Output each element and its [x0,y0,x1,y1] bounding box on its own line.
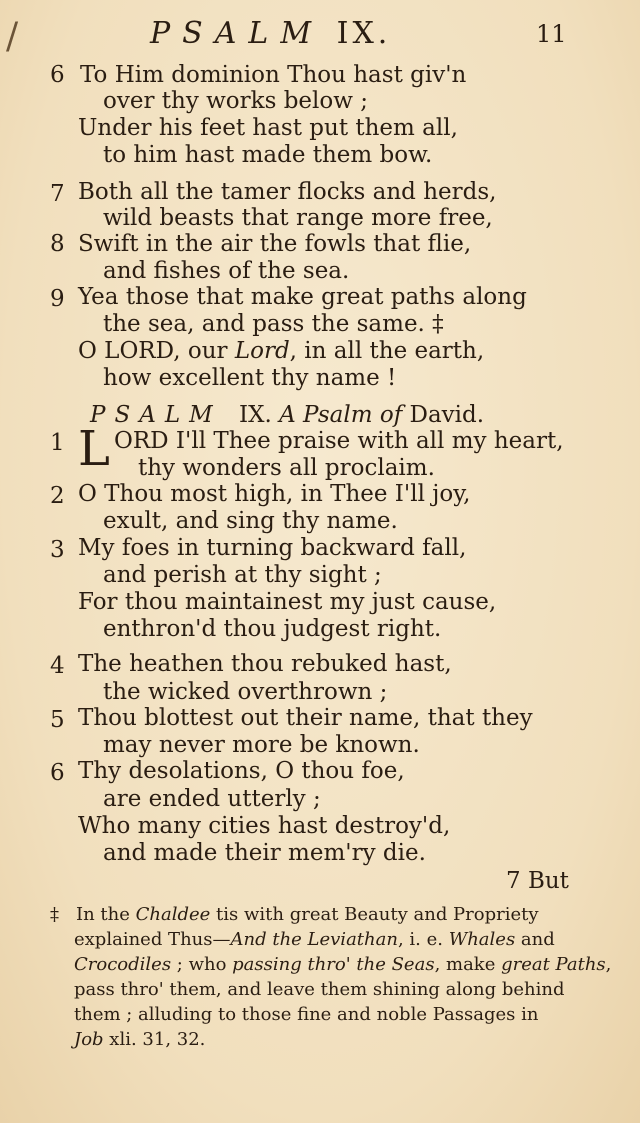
footnote-text: explained Thus— [74,929,231,950]
verse-line: over thy works below ; [103,88,368,114]
verse-number: 5 [50,707,65,733]
running-title [150,16,391,51]
verse-line: the sea, and pass the same. ‡ [103,311,444,337]
verse-line: Thou blottest out their name, that they [78,705,533,731]
verse-line: may never more be known. [103,732,420,758]
verse-line: Yea those that make great paths along [78,284,527,310]
verse-line: are ended utterly ; [103,786,321,812]
verse-text: , in all the earth, [289,338,485,364]
verse-number: 6 [50,62,65,88]
verse-line: Both all the tamer flocks and herds, [78,179,497,205]
verse-line: Swift in the air the fowls that flie, [78,231,472,257]
verse-line: To Him dominion Thou hast giv'n [80,62,467,88]
verse-line: wild beasts that range more free, [103,205,493,231]
footnote-line [74,929,555,950]
footnote-marker: ‡ [50,904,59,925]
verse-line: ORD I'll Thee praise with all my heart, [114,428,564,454]
margin-mark: / [6,16,19,57]
footnote-text: , make [434,954,502,975]
verse-line: to him hast made them bow. [103,142,433,168]
verse-number: 4 [50,653,65,679]
footnote-line [76,904,539,925]
footnote-text-italic: Whales [448,929,516,950]
page-number: 11 [536,20,567,48]
verse-line [78,340,484,363]
footnote-text: ; who [171,954,233,975]
verse-line: and made their mem'ry die. [103,840,426,866]
subtitle-number: IX. [238,402,272,428]
verse-line: thy wonders all proclaim. [138,455,435,481]
verse-line: Under his feet hast put them all, [78,115,458,141]
page-header [0,16,640,56]
verse-line: My foes in turning backward fall, [78,535,467,561]
subtitle-description: A Psalm of [279,402,403,428]
verse-line: the wicked overthrown ; [103,679,388,705]
footnote-text: and [515,929,555,950]
footnote-text-italic: And the Leviathan [230,929,398,950]
verse-line: how excellent thy name ! [103,365,397,391]
footnote-text-italic: great Paths [501,954,606,975]
footnote-line: pass thro' them, and leave them shining along behind [74,979,565,1000]
running-title-number: IX. [336,16,392,51]
footnote-text: In the [76,904,136,925]
drop-cap: L [78,421,110,477]
verse-line: O Thou most high, in Thee I'll joy, [78,481,471,507]
verse-number: 8 [50,231,65,257]
verse-number: 2 [50,483,65,509]
verse-line: For thou maintainest my just cause, [78,589,497,615]
verse-text: O LORD, our [78,338,235,364]
verse-line: exult, and sing thy name. [103,508,398,534]
verse-line: and fishes of the sea. [103,258,350,284]
verse-number: 6 [50,760,65,786]
verse-number: 1 [50,430,65,456]
footnote-text-italic: Job [74,1029,104,1050]
running-title-psalm: PSALM [150,16,324,51]
verse-line: enthron'd thou judgest right. [103,616,442,642]
verse-number: 3 [50,537,65,563]
verse-number: 9 [50,286,65,312]
footnote-line [74,954,611,975]
psalm-subtitle [90,402,484,428]
footnote-text: , i. e. [397,929,449,950]
footnote-text-italic: Chaldee [135,904,211,925]
verse-text-italic: Lord [234,338,290,364]
subtitle-author: David. [409,402,485,428]
footnote-line: them ; alluding to those fine and noble Passages in [74,1004,539,1025]
footnote-text-italic: passing thro' the Seas [232,954,435,975]
catchword: 7 But [506,868,569,894]
verse-line: The heathen thou rebuked hast, [78,651,452,677]
verse-line: and perish at thy sight ; [103,562,382,588]
verse-line: Thy desolations, O thou foe, [78,758,405,784]
footnote-text: tis with great Beauty and Propriety [210,904,539,925]
verse-number: 7 [50,181,65,207]
footnote-text: xli. 31, 32. [103,1029,206,1050]
footnote-text: , [605,954,612,975]
subtitle-psalm: PSALM [90,402,222,428]
footnote-text-italic: Crocodiles [74,954,172,975]
verse-line: Who many cities hast destroy'd, [78,813,451,839]
footnote-line [74,1029,205,1050]
